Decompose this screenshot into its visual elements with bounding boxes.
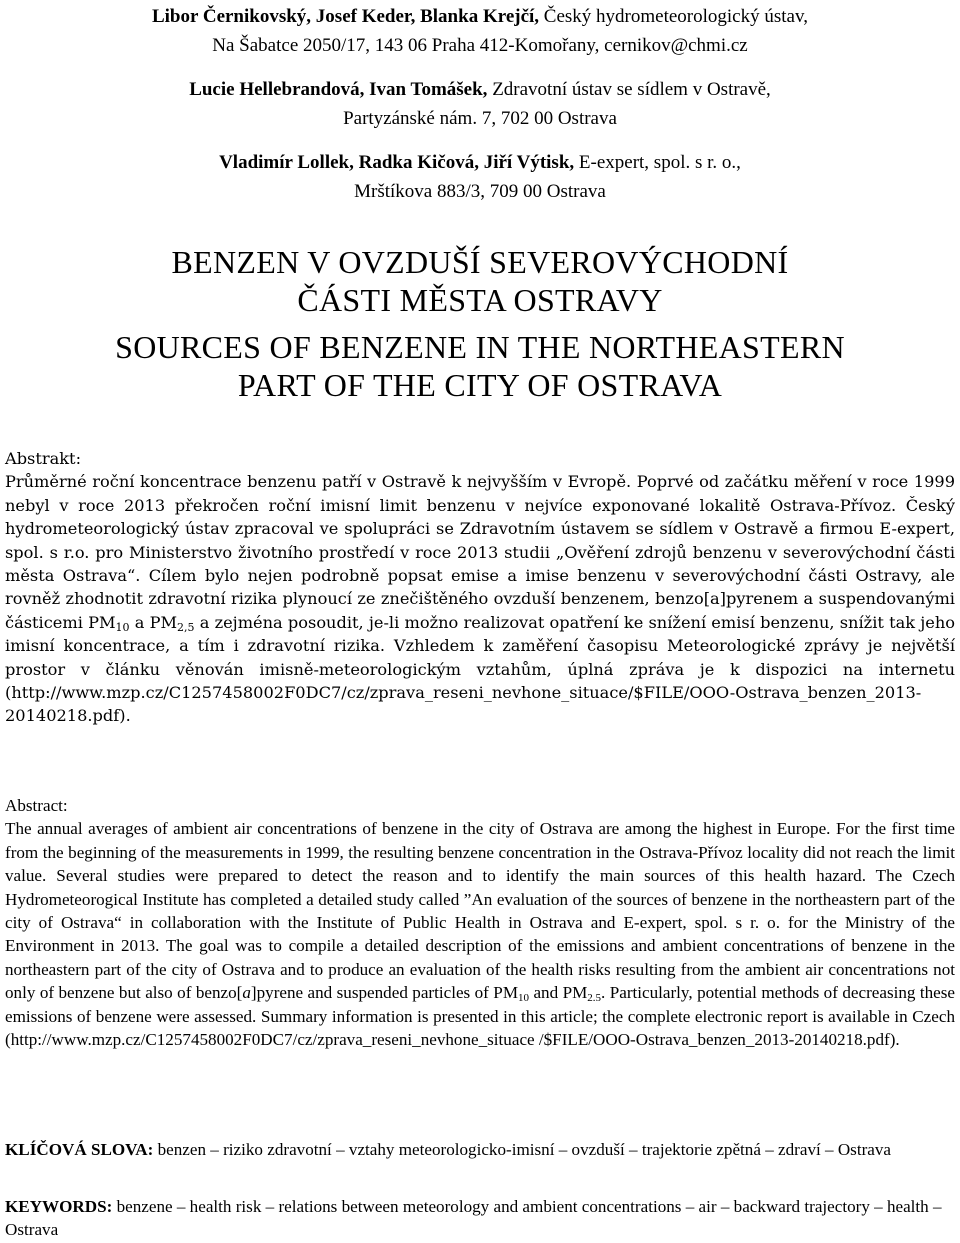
keywords-en bbox=[5, 1195, 955, 1241]
keywords-cz bbox=[5, 1138, 955, 1161]
abstract-heading: Abstract: bbox=[5, 796, 68, 815]
title-cz-line1: BENZEN V OVZDUŠÍ SEVEROVÝCHODNÍ bbox=[171, 244, 789, 280]
affiliation: Český hydrometeorologický ústav, bbox=[539, 6, 808, 27]
title-en-line2: PART OF THE CITY OF OSTRAVA bbox=[237, 367, 723, 403]
author-line bbox=[0, 148, 960, 177]
author-names: Vladimír Lollek, Radka Kičová, Jiří Výtisk, bbox=[219, 152, 575, 173]
affiliation-address: Partyzánské nám. 7, 702 00 Ostrava bbox=[343, 108, 617, 129]
author-names: Lucie Hellebrandová, Ivan Tomášek, bbox=[189, 79, 488, 100]
title-block bbox=[0, 243, 960, 404]
abstrakt-text: Průměrné roční koncentrace benzenu patří v Ostravě k nejvyšším v Evropě. Poprvé od začátku měření v roce 1999 nebyl v roce 2013 překročen roční imisní limit benzenu v nejvíce exponované lokalitě Ostrava-Přívoz. Český hydrometeorologický ústav zpracoval ve spolupráci se Zdravotním ústavem se sídlem v Ostravě a firmou E-expert, spol. s r.o. pro Ministerstvo životního prostředí v roce 2013 studii „Ověření zdrojů benzenu v severovýchodní části města Ostrava“. Cílem bylo nejen podrobně popsat emise a imise benzenu v severovýchodní části Ostravy, ale rovněž zhodnotit zdravotní rizika plynoucí ze znečištěného ovzduší benzenem, benzo[a]pyrenem a suspendovanými částicemi $PM_{10}$ a $PM_{2,5}$ a zejména posoudit, je-li možno realizovat opatření ke snížení emisí benzenu, snížit tak jeho imisní koncentrace, a tím i zdravotní rizika. Vzhledem k zaměření časopisu Meteorologické zprávy je největší prostor v článku věnován imisně-meteorologickým vztahům, úplná zpráva je k dispozici na internetu (http://www.mzp.cz/C1257458002F0DC7/cz/zprava_reseni_nevhone_situace/$FILE/OOO-Ostrava_benzen_2013-20140218.pdf). bbox=[5, 472, 955, 726]
abstract-section bbox=[5, 794, 955, 1051]
keywords-cz-text: benzen – riziko zdravotní – vztahy meteorologicko-imisní – ovzduší – trajektorie zpětná – zdraví – Ostrava bbox=[153, 1140, 891, 1159]
abstrakt-section bbox=[5, 447, 955, 728]
affiliation-address: Mrštíkova 883/3, 709 00 Ostrava bbox=[354, 181, 606, 202]
abstrakt-heading: Abstrakt: bbox=[5, 449, 82, 468]
affiliation-address: Na Šabatce 2050/17, 143 06 Praha 412-Komořany, cernikov@chmi.cz bbox=[212, 35, 748, 56]
keywords-en-label: KEYWORDS: bbox=[5, 1197, 113, 1216]
keywords-en-text: benzene – health risk – relations between meteorology and ambient concentrations – air – backward trajectory – health – Ostrava bbox=[5, 1197, 942, 1239]
author-names: Libor Černikovský, Josef Keder, Blanka Krejčí, bbox=[151, 6, 540, 27]
author-line bbox=[0, 2, 960, 31]
keywords-cz-label: KLÍČOVÁ SLOVA: bbox=[5, 1140, 154, 1159]
author-line bbox=[0, 75, 960, 104]
title-cz-line2: ČÁSTI MĚSTA OSTRAVY bbox=[297, 282, 663, 318]
author-block bbox=[0, 2, 960, 206]
abstract-text: The annual averages of ambient air concentrations of benzene in the city of Ostrava are among the highest in Europe. For the first time from the beginning of the measurements in 1999, the resulting benzene concentration in the Ostrava-Přívoz locality did not reach the limit value. Several studies were prepared to detect the reason and to identify the main sources of this health hazard. The Czech Hydrometeorogical Institute has completed a detailed study called ”An evaluation of the sources of benzene in the northeastern part of the city of Ostrava“ in collaboration with the Institute of Public Health in Ostrava and E-expert, spol. s r. o. for the Ministry of the Environment in 2013. The goal was to compile a detailed description of the emissions and ambient concentrations of benzene in the northeastern part of the city of Ostrava and to produce an evaluation of the health risks resulting from the ambient air concentrations not only of benzene but also of benzo[a]pyrene and suspended particles of $PM_{10}$ and $PM_{2.5}$. Particularly, potential methods of decreasing these emissions of benzene were assessed. Summary information is presented in this article; the complete electronic report is available in Czech (http://www.mzp.cz/C1257458002F0DC7/cz/zprava_reseni_nevhone_situace /$FILE/OOO-Ostrava_benzen_2013-20140218.pdf). bbox=[5, 819, 955, 1050]
affiliation: E-expert, spol. s r. o., bbox=[574, 152, 741, 173]
title-en-line1: SOURCES OF BENZENE IN THE NORTHEASTERN bbox=[115, 329, 845, 365]
affiliation: Zdravotní ústav se sídlem v Ostravě, bbox=[487, 79, 771, 100]
